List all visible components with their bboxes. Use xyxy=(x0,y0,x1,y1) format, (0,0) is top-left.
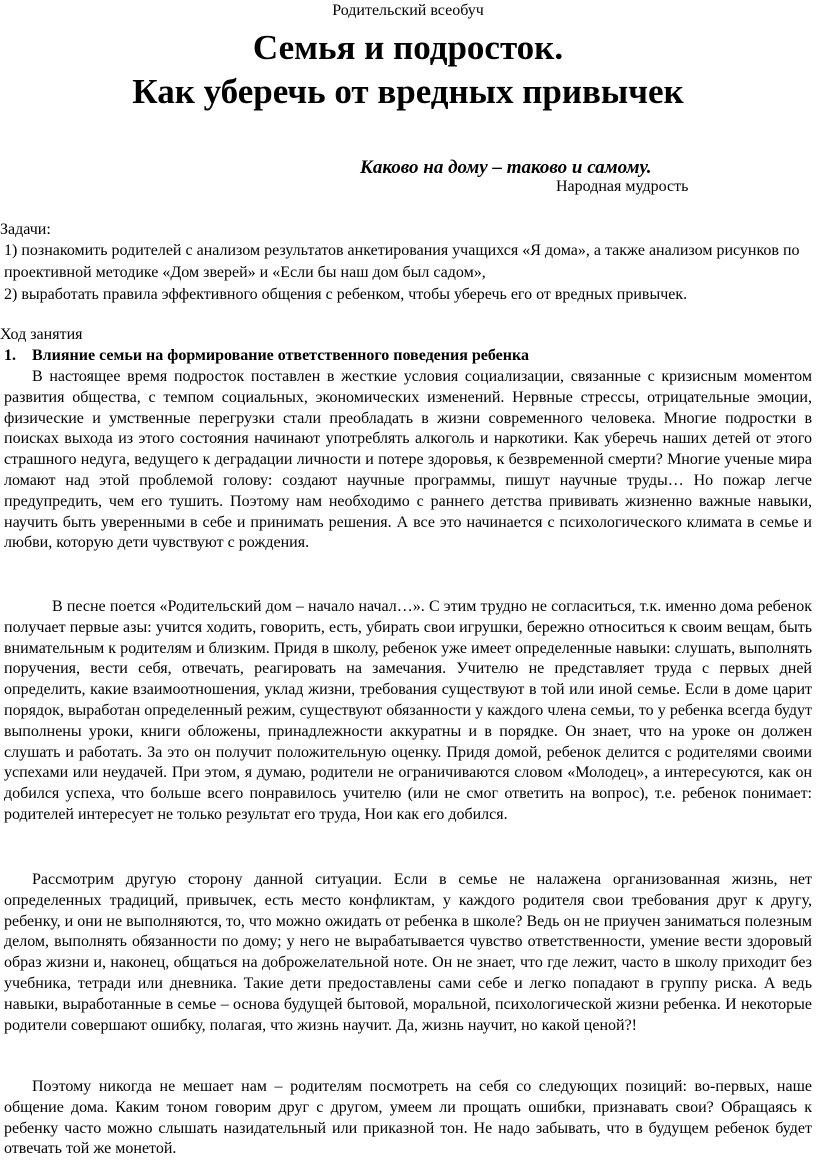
paragraph-text: В настоящее время подросток поставлен в жесткие условия социализации, связанные с кризисным моментом развития общества, с темпом социальных, экономических изменений. Нервные стрессы, отрицательные эмоции, физические и умственные перегрузки стали преобладать в жизни современного человека. Многие подростки в поисках выхода из этого состояния начинают употреблять алкоголь и наркотики. Как уберечь наших детей от этого страшного недуга, ведущего к деградации личности и потере здоровья, к безвременной смерти? Многие ученые мира ломают над этой проблемой голову: создают научные программы, пишут научные труды… Но пожар легче предупредить, чем его тушить. Поэтому нам необходимо с раннего детства прививать жизненно важные навыки, научить быть уверенными в себе и принимать решения. А все это начинается с психологического климата в семье и любви, которую дети чувствуют с рождения. xyxy=(4,368,812,552)
section-heading xyxy=(4,346,529,366)
task-item-1: 1) познакомить родителей с анализом результатов анкетирования учащихся «Я дома», а также анализом рисунков по проективной методике «Дом зверей» и «Если бы наш дом был садом», xyxy=(4,242,800,281)
paragraph-3 xyxy=(4,870,812,1036)
epigraph-source: Народная мудрость xyxy=(556,178,689,195)
tasks-heading: Задачи: xyxy=(0,221,51,238)
paragraph-text: Поэтому никогда не мешает нам – родителям посмотреть на себя со следующих позиций: во-первых, наше общение дома. Каким тоном говорим друг с другом, умеем ли прощать ошибки, признавать свои? Обращаясь к ребенку часто можно слышать назидательный или приказной тон. Не надо забывать, что в будущем ребенок будет отвечать той же монетой. xyxy=(4,1078,812,1158)
paragraph-4 xyxy=(4,1077,812,1160)
section-title: Влияние семьи на формирование ответственного поведения ребенка xyxy=(32,347,529,364)
task-item-2: 2) выработать правила эффективного общения с ребенком, чтобы уберечь его от вредных привычек. xyxy=(4,286,688,303)
title-line-2: Как уберечь от вредных привычек xyxy=(132,72,684,111)
paragraph-1 xyxy=(4,367,812,554)
page-title xyxy=(0,26,816,114)
title-line-1: Семья и подросток. xyxy=(252,28,564,67)
header-label: Родительский всеобуч xyxy=(332,2,484,19)
course-heading: Ход занятия xyxy=(0,326,83,343)
epigraph-quote: Каково на дому – таково и самому. xyxy=(360,157,652,178)
paragraph-text: Рассмотрим другую сторону данной ситуации. Если в семье не налажена организованная жизнь, нет определенных традиций, привычек, есть место конфликтам, у каждого родителя свои требования друг к другу, ребенку, и они не выполняются, то, что можно ожидать от ребенка в школе? Ведь он не приучен заниматься полезным делом, выполнять обязанности по дому; у него не вырабатывается чувство ответственности, умение вести здоровый образ жизни и, наконец, общаться на доброжелательной ноте. Он не знает, что где лежит, часто в школу приходит без учебника, тетради или дневника. Такие дети предоставлены сами себе и легко попадают в группу риска. А ведь навыки, выработанные в семье – основа будущей бытовой, моральной, психологической жизни ребенка. И некоторые родители совершают ошибку, полагая, что жизнь научит. Да, жизнь научит, но какой ценой?! xyxy=(4,871,812,1034)
paragraph-2 xyxy=(4,597,812,826)
section-number: 1. xyxy=(4,347,16,364)
paragraph-text: В песне поется «Родительский дом – начало начал…». С этим трудно не согласиться, т.к. именно дома ребенок получает первые азы: учится ходить, говорить, есть, убирать свои игрушки, бережно относиться к своим вещам, быть внимательным к родителям и близким. Придя в школу, ребенок уже имеет определенные навыки: слушать, выполнять поручения, вести себя, отвечать, реагировать на замечания. Учителю не представляет труда с первых дней определить, какие взаимоотношения, уклад жизни, требования существуют в той или иной семье. Если в доме царит порядок, выработан определенный режим, существуют обязанности у каждого члена семьи, то у ребенка всегда будут выполнены уроки, книги обложены, принадлежности аккуратны и в порядке. Он знает, что на уроке он должен слушать и работать. За это он получит положительную оценку. Придя домой, ребенок делится с родителями своими успехами или неудачей. При этом, я думаю, родители не ограничиваются словом «Молодец», а интересуются, как он добился успеха, что больше всего понравилось учителю (или не смог ответить на вопрос), т.е. ребенок понимает: родителей интересует не только результат его труда, Нои как его добился. xyxy=(4,598,812,823)
tasks-list xyxy=(4,240,812,306)
